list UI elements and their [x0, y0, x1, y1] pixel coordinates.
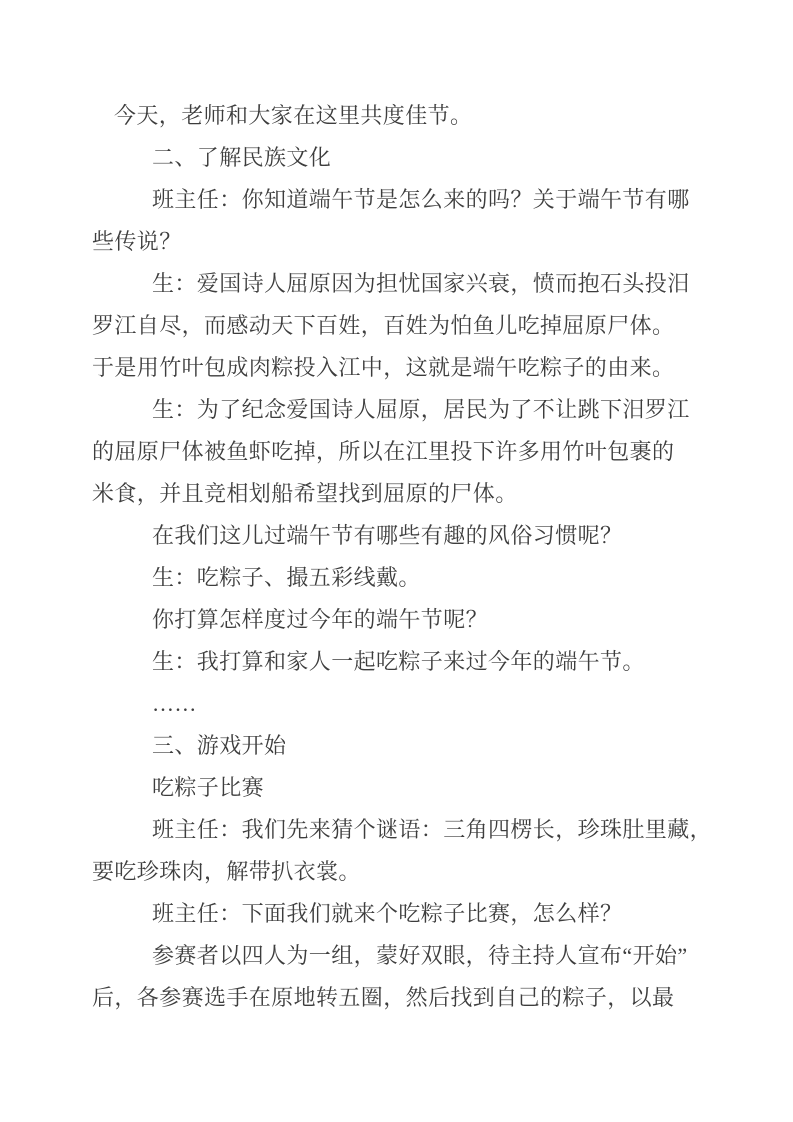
text-line: 生：爱国诗人屈原因为担忧国家兴衰，愤而抱石头投汨 — [152, 271, 690, 296]
text-line: 班主任：下面我们就来个吃粽子比赛，怎么样？ — [152, 901, 623, 926]
text-line: 班主任：你知道端午节是怎么来的吗？关于端午节有哪 — [152, 187, 690, 212]
text-line: 的屈原尸体被鱼虾吃掉，所以在江里投下许多用竹叶包裹的 — [92, 439, 675, 464]
document-text-block — [92, 95, 713, 1019]
text-line: 二、了解民族文化 — [152, 145, 332, 170]
text-line: 要吃珍珠肉，解带扒衣裳。 — [92, 859, 361, 884]
text-line: 生：吃粽子、撮五彩线戴。 — [152, 565, 421, 590]
text-line: 米食，并且竞相划船希望找到屈原的尸体。 — [92, 481, 518, 506]
text-line: 生：为了纪念爱国诗人屈原，居民为了不让跳下汨罗江 — [152, 397, 690, 422]
text-line: 今天，老师和大家在这里共度佳节。 — [114, 103, 473, 128]
text-line: 班主任：我们先来猜个谜语：三角四楞长，珍珠肚里藏， — [152, 817, 713, 842]
text-line: 吃粽子比赛 — [152, 775, 265, 800]
text-line: 参赛者以四人为一组，蒙好双眼，待主持人宣布“开始” — [152, 943, 688, 968]
text-line: …… — [152, 691, 197, 716]
text-line: 在我们这儿过端午节有哪些有趣的风俗习惯呢？ — [152, 523, 623, 548]
text-line: 罗江自尽，而感动天下百姓，百姓为怕鱼儿吃掉屈原尸体。 — [92, 313, 675, 338]
text-line: 生：我打算和家人一起吃粽子来过今年的端午节。 — [152, 649, 645, 674]
text-line: 后，各参赛选手在原地转五圈，然后找到自己的粽子，以最 — [92, 985, 675, 1010]
text-line: 于是用竹叶包成肉粽投入江中，这就是端午吃粽子的由来。 — [92, 355, 675, 380]
text-line: 你打算怎样度过今年的端午节呢？ — [152, 607, 489, 632]
text-line: 三、游戏开始 — [152, 733, 287, 758]
text-line: 些传说？ — [92, 229, 182, 254]
